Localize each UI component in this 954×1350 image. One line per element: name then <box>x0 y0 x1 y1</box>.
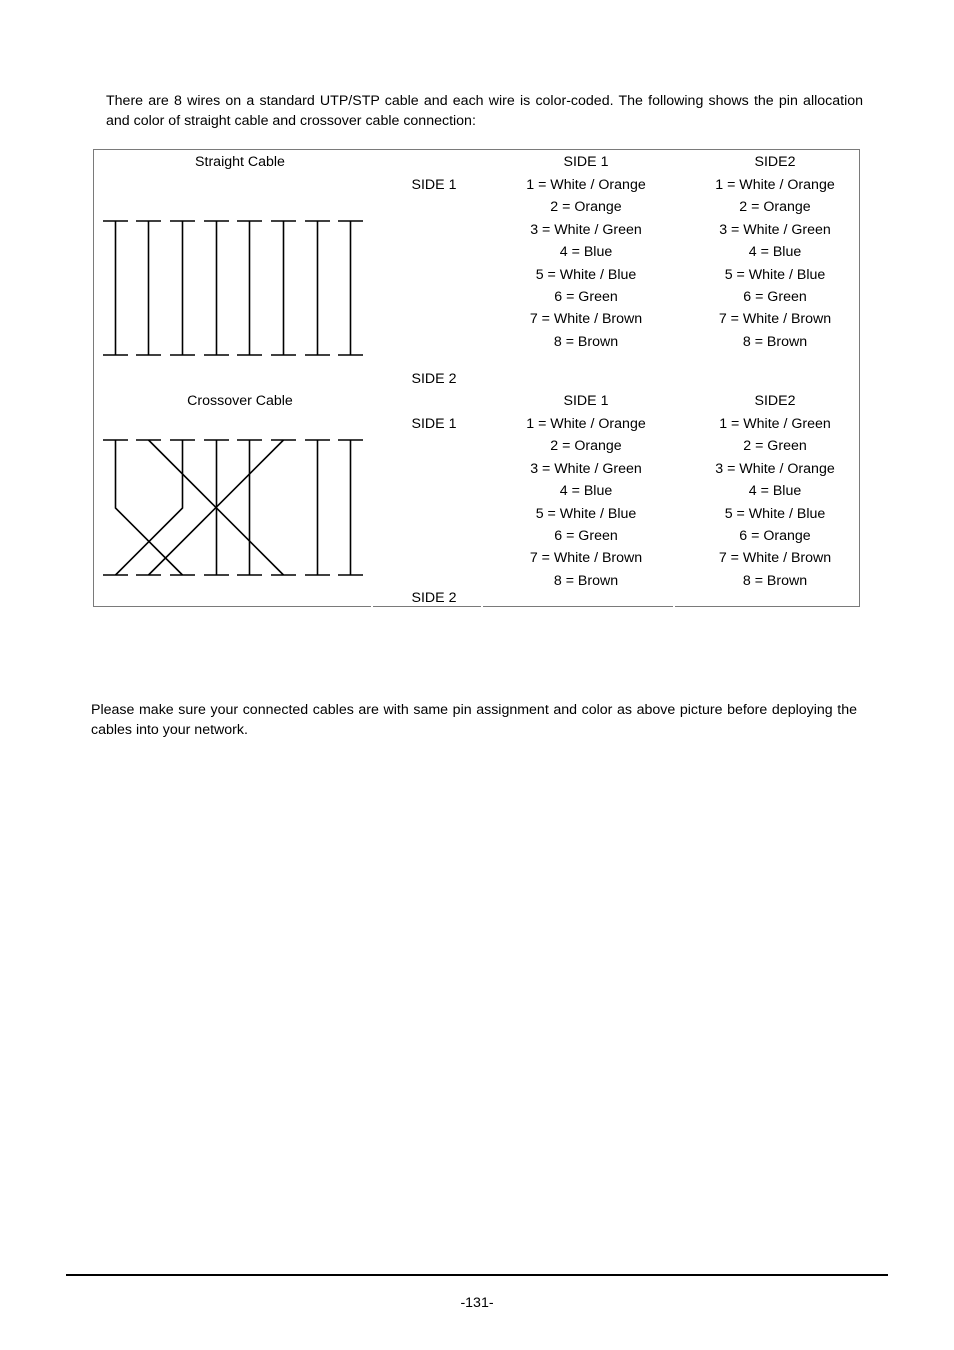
note-paragraph: Please make sure your connected cables are with same pin assignment and color as above picture before deploying the cables into your network. <box>91 702 857 738</box>
pin-entry: 5 = White / Blue <box>535 505 637 522</box>
pin-entry: 2 = Orange <box>550 199 622 216</box>
straight-wire <box>237 221 262 355</box>
pin-entry: 8 = Brown <box>553 333 619 350</box>
crossover-col2-header: SIDE2 <box>754 393 796 409</box>
pin-entry: 7 = White / Brown <box>718 311 832 328</box>
pin-entry: 2 = Orange <box>550 438 622 455</box>
intro-paragraph: There are 8 wires on a standard UTP/STP cable and each wire is color-coded. The following shows the pin allocation and color of straight cable and crossover cable connection: <box>106 93 863 129</box>
pin-entry: 5 = White / Blue <box>724 505 826 522</box>
straight-wire <box>305 221 330 355</box>
straight-wiring-diagram <box>103 221 363 355</box>
pin-entry: 2 = Orange <box>739 199 811 216</box>
crossover-wiring-diagram <box>103 440 363 575</box>
pin-entry: 6 = Green <box>554 527 618 544</box>
crossover-side1-label: SIDE 1 <box>411 416 457 432</box>
straight-wire <box>136 221 161 355</box>
straight-side1-label: SIDE 1 <box>411 177 457 193</box>
straight-wire <box>338 221 363 355</box>
straight-side2-label: SIDE 2 <box>411 371 457 387</box>
pin-entry: 1 = White / Orange <box>526 416 646 432</box>
straight-wire <box>204 221 229 355</box>
pin-entry: 1 = White / Orange <box>715 177 835 193</box>
pin-entry: 3 = White / Green <box>530 460 642 477</box>
straight-wire <box>271 221 296 355</box>
pin-entry: 7 = White / Brown <box>529 550 643 567</box>
crossover-wire <box>116 440 183 575</box>
pin-entry: 3 = White / Green <box>719 221 831 238</box>
pin-entry: 1 = White / Green <box>719 416 831 432</box>
pin-entry: 3 = White / Orange <box>715 460 835 477</box>
straight-col2-header: SIDE2 <box>754 154 796 170</box>
pin-entry: 7 = White / Brown <box>718 550 832 567</box>
pin-entry: 5 = White / Blue <box>724 266 826 283</box>
crossover-terminal-bars <box>103 440 363 575</box>
pin-entry: 6 = Orange <box>739 527 811 544</box>
straight-cable-title: Straight Cable <box>195 154 285 170</box>
page-number: -131- <box>460 1295 494 1311</box>
crossover-col1-header: SIDE 1 <box>563 393 609 409</box>
straight-wire <box>170 221 195 355</box>
straight-col1-header: SIDE 1 <box>563 154 609 170</box>
pin-entry: 4 = Blue <box>748 483 802 500</box>
pin-entry: 8 = Brown <box>742 333 808 350</box>
pin-entry: 2 = Green <box>743 438 807 455</box>
crossover-cable-title: Crossover Cable <box>187 393 293 409</box>
pin-entry: 3 = White / Green <box>530 221 642 238</box>
pin-entry: 4 = Blue <box>559 244 613 261</box>
footer-rule <box>66 1274 888 1276</box>
pin-entry: 6 = Green <box>554 288 618 305</box>
straight-wire <box>103 221 128 355</box>
crossover-side2-label: SIDE 2 <box>411 590 457 606</box>
pin-entry: 1 = White / Orange <box>526 177 646 193</box>
pin-entry: 7 = White / Brown <box>529 311 643 328</box>
pin-entry: 4 = Blue <box>559 483 613 500</box>
pin-entry: 8 = Brown <box>553 572 619 589</box>
pin-entry: 5 = White / Blue <box>535 266 637 283</box>
crossover-wire <box>116 440 183 575</box>
pin-entry: 8 = Brown <box>742 572 808 589</box>
pin-entry: 6 = Green <box>743 288 807 305</box>
pin-entry: 4 = Blue <box>748 244 802 261</box>
